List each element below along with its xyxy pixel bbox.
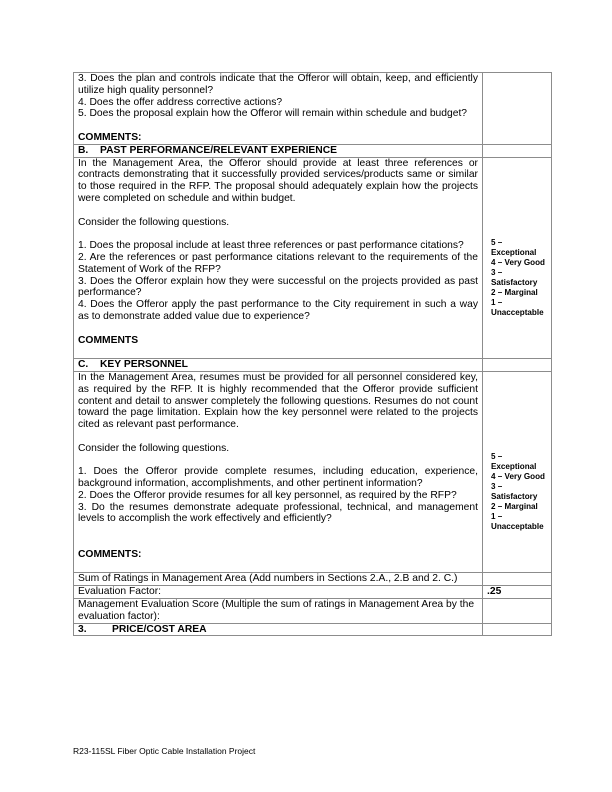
rating-cell <box>483 73 552 145</box>
section-b-q4: 4. Does the Offeror apply the past performance to the City requirement in such a way as to demonstrate added value due to experience? <box>78 299 478 322</box>
sum-of-ratings-value <box>483 573 552 586</box>
section-c-number: C. <box>78 359 89 371</box>
section-b-comments: COMMENTS <box>78 334 139 346</box>
section-c-title: KEY PERSONNEL <box>100 359 188 371</box>
table-row <box>74 623 552 636</box>
section-c-q2: 2. Does the Offeror provide resumes for all key personnel, as required by the RFP? <box>78 489 457 501</box>
section-c-rating-scale <box>483 371 552 573</box>
table-row <box>74 73 552 145</box>
section-3-title: PRICE/COST AREA <box>112 623 207 635</box>
evaluation-table <box>73 72 552 636</box>
rating-1: 1 – Unacceptable <box>491 511 544 531</box>
rating-5: 5 – Exceptional <box>491 237 537 257</box>
section-b-header <box>74 144 483 157</box>
section-c-consider: Consider the following questions. <box>78 442 230 454</box>
section-b-q2: 2. Are the references or past performance citations relevant to the requirements of the Statement of Work of the RFP? <box>78 251 478 275</box>
rating-1: 1 – Unacceptable <box>491 297 544 317</box>
section-b-consider: Consider the following questions. <box>78 216 230 228</box>
evaluation-factor-label: Evaluation Factor: <box>74 586 483 599</box>
management-score-value <box>483 599 552 624</box>
table-row <box>74 359 552 372</box>
section-b-rating-scale <box>483 157 552 359</box>
rating-cell <box>483 144 552 157</box>
section-c-comments: COMMENTS: <box>78 548 142 560</box>
rating-5: 5 – Exceptional <box>491 451 537 471</box>
evaluation-factor-value: .25 <box>483 586 552 599</box>
page-footer: R23-115SL Fiber Optic Cable Installation Project <box>73 746 256 756</box>
question-5: 5. Does the proposal explain how the Offeror will remain within schedule and budget? <box>78 108 468 120</box>
section-b-intro: In the Management Area, the Offeror should provide at least three references or contracts demonstrating that it successfully provided services/products same or similar to those required in the RFP. The proposal should adequately explain how the projects were completed on schedule and within budget. <box>78 157 478 204</box>
management-score-label: Management Evaluation Score (Multiple the sum of ratings in Management Area by the evaluation factor): <box>74 599 483 624</box>
rating-4: 4 – Very Good <box>491 257 545 267</box>
rating-cell <box>483 623 552 636</box>
rating-scale <box>487 238 547 318</box>
section-b-number: B. <box>78 144 89 156</box>
section-c-header <box>74 359 483 372</box>
table-row <box>74 573 552 586</box>
section-c-intro: In the Management Area, resumes must be provided for all personnel considered key, as required by the RFP. It is highly recommended that the Offeror provide sufficient content and detail to answer completely the following questions. Resumes do not count toward the page limitation. Explain how the key personnel were related to the projects cited as relevant past performance. <box>78 371 478 431</box>
rating-4: 4 – Very Good <box>491 471 545 481</box>
table-row <box>74 157 552 359</box>
rating-3: 3 – Satisfactory <box>491 267 538 287</box>
section-3-header <box>74 623 483 636</box>
rating-cell <box>483 359 552 372</box>
management-questions-cell <box>74 73 483 145</box>
table-row <box>74 144 552 157</box>
section-c-body <box>74 371 483 573</box>
rating-2: 2 – Marginal <box>491 501 538 511</box>
section-b-title: PAST PERFORMANCE/RELEVANT EXPERIENCE <box>100 144 338 156</box>
question-3: 3. Does the plan and controls indicate that the Offeror will obtain, keep, and efficiently utilize high quality personnel? <box>78 73 478 96</box>
question-4: 4. Does the offer address corrective actions? <box>78 96 283 108</box>
table-row <box>74 371 552 573</box>
rating-3: 3 – Satisfactory <box>491 481 538 501</box>
sum-of-ratings-label: Sum of Ratings in Management Area (Add numbers in Sections 2.A., 2.B and 2. C.) <box>74 573 483 586</box>
section-3-number: 3. <box>78 623 87 635</box>
rating-scale <box>487 452 547 532</box>
section-c-q1: 1. Does the Offeror provide complete resumes, including education, experience, background information, accomplishments, and other pertinent information? <box>78 466 478 490</box>
section-c-q3: 3. Do the resumes demonstrate adequate professional, technical, and management levels to accomplish the work effectively and efficiently? <box>78 501 478 525</box>
rating-2: 2 – Marginal <box>491 287 538 297</box>
table-row <box>74 586 552 599</box>
table-row <box>74 599 552 624</box>
section-b-q3: 3. Does the Offeror explain how they were successful on the projects provided as past performance? <box>78 275 478 299</box>
comments-label: COMMENTS: <box>78 131 142 143</box>
section-b-q1: 1. Does the proposal include at least three references or past performance citations? <box>78 240 464 252</box>
section-b-body <box>74 157 483 359</box>
